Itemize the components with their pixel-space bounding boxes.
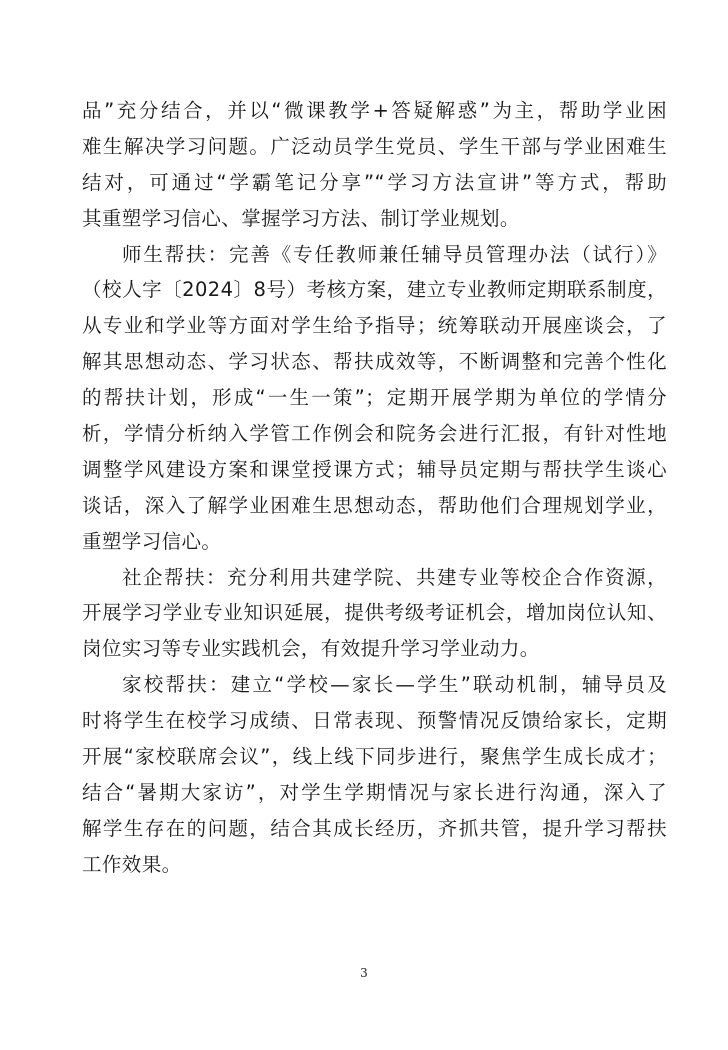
- paragraph-line: 解学生存在的问题，结合其成长经历，齐抓共管，提升学习帮扶: [82, 816, 667, 840]
- paragraph-line: 结合“暑期大家访”，对学生学期情况与家长进行沟通，深入了: [82, 780, 667, 804]
- paragraph-line: 谈话，深入了解学业困难生思想动态，帮助他们合理规划学业，: [82, 493, 667, 517]
- paragraph-line: 开展“家校联席会议”，线上线下同步进行，聚焦学生成长成才；: [82, 745, 667, 769]
- paragraph-line: 难生解决学习问题。广泛动员学生党员、学生干部与学业困难生: [82, 134, 667, 158]
- paragraph-line: 社企帮扶：充分利用共建学院、共建专业等校企合作资源，: [122, 565, 667, 589]
- paragraph-line: 时将学生在校学习成绩、日常表现、预警情况反馈给家长，定期: [82, 709, 667, 733]
- paragraph-line: 重塑学习信心。: [82, 529, 222, 553]
- paragraph-line: 家校帮扶：建立“学校—家长—学生”联动机制，辅导员及: [122, 673, 667, 697]
- paragraph-line: 的帮扶计划，形成“一生一策”；定期开展学期为单位的学情分: [82, 386, 667, 410]
- paragraph-line: 岗位实习等专业实践机会，有效提升学习学业动力。: [82, 637, 540, 661]
- paragraph-line: 解其思想动态、学习状态、帮扶成效等，不断调整和完善个性化: [82, 350, 667, 374]
- paragraph-line: 开展学习学业专业知识延展，提供考级考证机会，增加岗位认知、: [82, 601, 667, 625]
- page-number: 3: [360, 966, 368, 980]
- paragraph-line: 析，学情分析纳入学管工作例会和院务会进行汇报，有针对性地: [82, 422, 667, 446]
- paragraph-line: 从专业和学业等方面对学生给予指导；统筹联动开展座谈会，了: [82, 314, 667, 338]
- paragraph-line: 结对，可通过“学霸笔记分享”“学习方法宣讲”等方式，帮助: [82, 170, 667, 194]
- paragraph-line: 师生帮扶：完善《专任教师兼任辅导员管理办法（试行）》: [122, 242, 667, 266]
- paragraph-line: 品”充分结合，并以“微课教学+答疑解惑”为主，帮助学业困: [82, 99, 667, 122]
- paragraph-line: 其重塑学习信心、掌握学习方法、制订学业规划。: [82, 206, 520, 230]
- paragraph-line: 工作效果。: [82, 852, 182, 876]
- paragraph-line: （校人字〔2024〕8号）考核方案，建立专业教师定期联系制度，: [82, 278, 667, 302]
- body-text: [82, 93, 667, 883]
- paragraph-line: 调整学风建设方案和课堂授课方式；辅导员定期与帮扶学生谈心: [82, 457, 667, 481]
